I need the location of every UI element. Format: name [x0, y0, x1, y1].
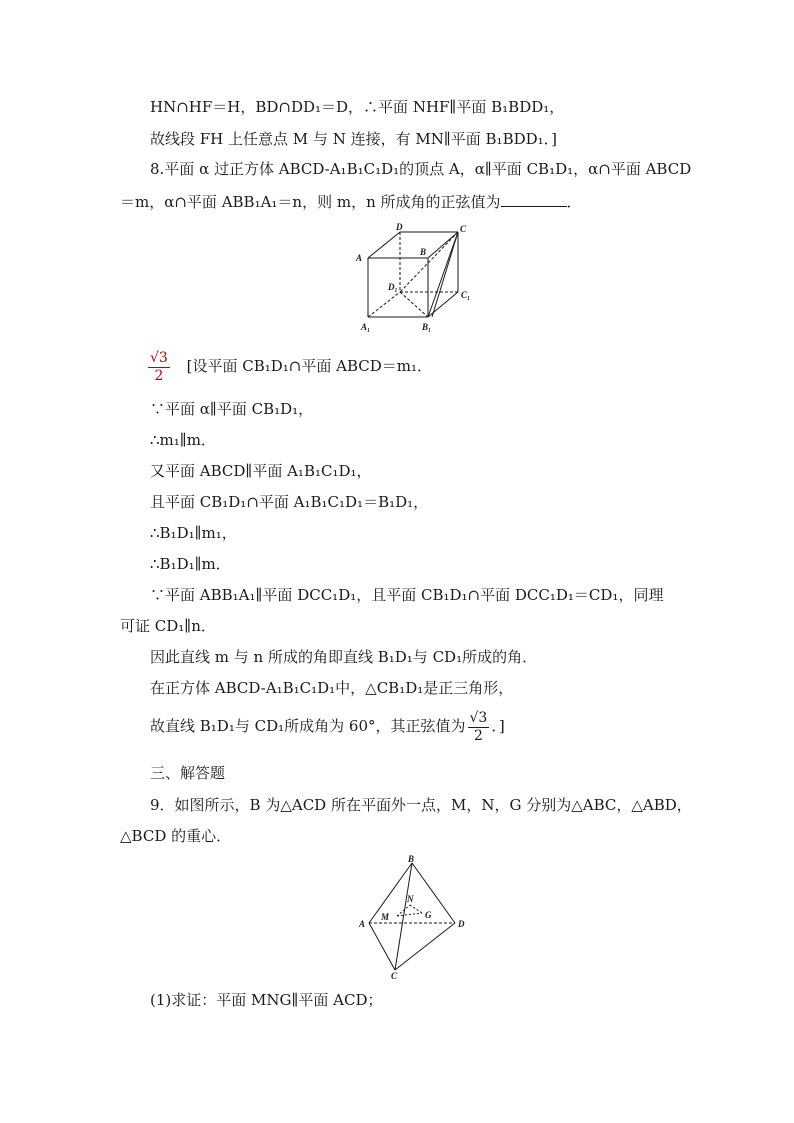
edge-A1D1 — [368, 292, 400, 317]
solution-line-11-end: ．] — [491, 717, 505, 735]
edge-BA — [369, 863, 412, 923]
label-B1: B₁ — [422, 322, 432, 332]
answer-head-text: [设平面 CB₁D₁∩平面 ABCD＝m₁． — [186, 357, 432, 375]
label-N: N — [407, 894, 414, 904]
sine-numerator: √3 — [469, 709, 488, 726]
label-D1: D₁ — [388, 282, 398, 292]
edge-CB1-inner — [432, 232, 458, 317]
solution-line-9: 因此直线 m 与 n 所成的角即直线 B₁D₁与 CD₁所成的角． — [150, 648, 538, 666]
label-B: B — [408, 854, 415, 864]
edge-AC — [369, 923, 395, 970]
question-9-line-2: △BCD 的重心． — [120, 827, 232, 845]
edge-BD — [412, 863, 455, 923]
label-G: G — [425, 910, 432, 920]
question-8-end: ． — [566, 193, 582, 211]
question-8-text: ＝m，α∩平面 ABB₁A₁＝n，则 m，n 所成角的正弦值为 — [120, 193, 501, 211]
label-A: A — [359, 919, 366, 929]
solution-line-4: 且平面 CB₁D₁∩平面 A₁B₁C₁D₁＝B₁D₁， — [150, 493, 429, 511]
question-9-part-1: (1)求证：平面 MNG∥平面 ACD； — [150, 991, 383, 1009]
sine-denominator: 2 — [473, 727, 483, 744]
label-C1: C₁ — [461, 290, 471, 300]
solution-line-11 — [150, 704, 505, 748]
edge-BC — [395, 863, 412, 970]
label-C: C — [460, 224, 467, 234]
answer-fraction — [148, 350, 170, 385]
answer-numerator: √3 — [150, 349, 168, 366]
cube-figure — [348, 220, 488, 338]
label-D: D — [458, 919, 465, 929]
solution-line-11-text: 故直线 B₁D₁与 CD₁所成角为 60°，其正弦值为 — [150, 717, 466, 735]
tetrahedron-figure — [355, 853, 470, 980]
solution-line-6: ∴B₁D₁∥m． — [150, 555, 231, 573]
label-D: D — [396, 222, 403, 232]
segment-NG — [410, 905, 422, 913]
section-heading: 三、解答题 — [150, 764, 226, 782]
answer-head-line — [146, 346, 432, 386]
text-line-2: 故线段 FH 上任意点 M 与 N 连接，有 MN∥平面 B₁BDD₁．] — [150, 130, 558, 148]
label-A1: A₁ — [361, 322, 371, 332]
solution-line-8: 可证 CD₁∥n． — [120, 617, 216, 635]
label-B: B — [420, 247, 427, 257]
label-C: C — [391, 971, 398, 980]
label-A: A — [356, 253, 363, 263]
solution-line-7: ∵平面 ABB₁A₁∥平面 DCC₁D₁，且平面 CB₁D₁∩平面 DCC₁D₁＝CD₁，同理 — [150, 586, 664, 604]
solution-line-3: 又平面 ABCD∥平面 A₁B₁C₁D₁， — [150, 462, 372, 480]
sine-fraction — [468, 710, 490, 745]
question-8-line-1: 8.平面 α 过正方体 ABCD-A₁B₁C₁D₁的顶点 A，α∥平面 CB₁D₁，α∩平面 ABCD — [150, 160, 692, 178]
edge-AD — [368, 232, 400, 258]
edge-CD — [395, 923, 455, 970]
solution-line-1: ∵平面 α∥平面 CB₁D₁， — [150, 400, 314, 418]
solution-line-5: ∴B₁D₁∥m₁， — [150, 524, 237, 542]
question-8-line-2 — [120, 192, 582, 212]
label-M: M — [381, 912, 390, 922]
text-line-1: HN∩HF＝H，BD∩DD₁＝D，∴平面 NHF∥平面 B₁BDD₁， — [150, 98, 565, 116]
answer-blank — [501, 192, 567, 207]
answer-denominator: 2 — [154, 367, 164, 384]
question-9-line-1: 9．如图所示，B 为△ACD 所在平面外一点，M，N，G 分别为△ABC，△ABD， — [150, 796, 692, 814]
edge-D1B1 — [400, 292, 428, 317]
solution-line-10: 在正方体 ABCD-A₁B₁C₁D₁中，△CB₁D₁是正三角形， — [150, 679, 514, 697]
solution-line-2: ∴m₁∥m． — [150, 431, 216, 449]
